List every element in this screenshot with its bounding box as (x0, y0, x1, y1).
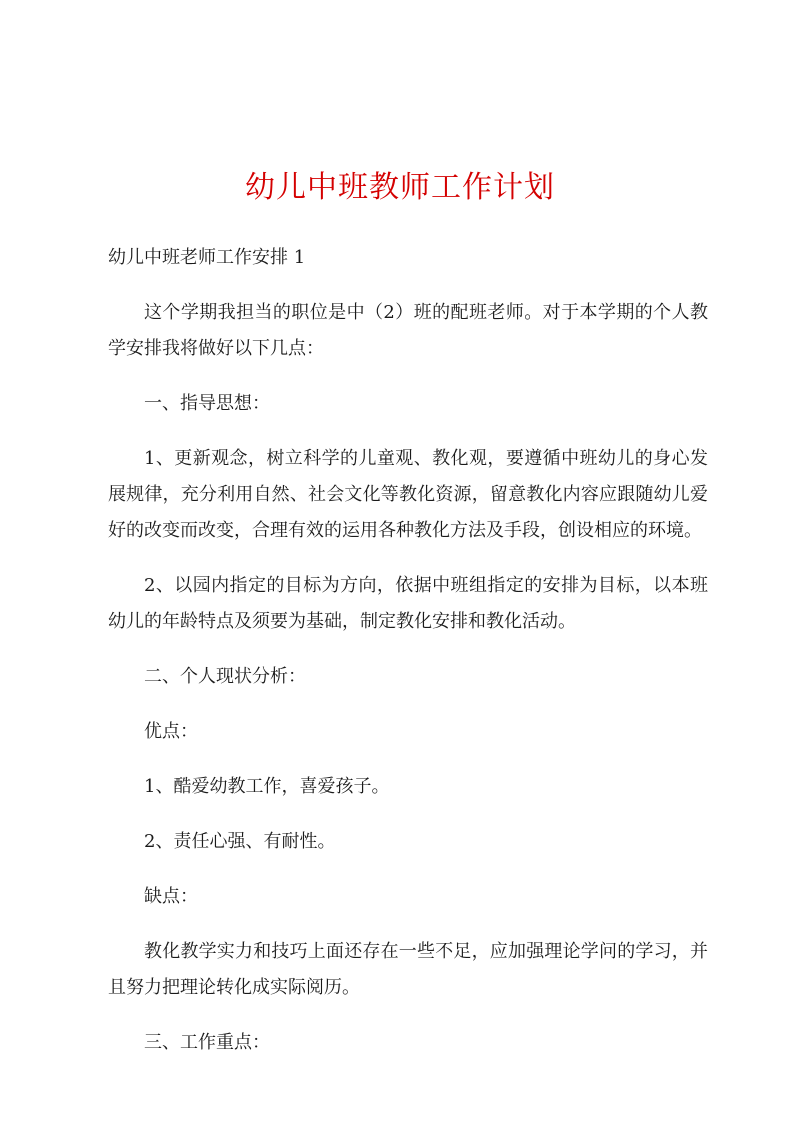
document-title: 幼儿中班教师工作计划 (245, 170, 555, 205)
paragraph: 这个学期我担当的职位是中（2）班的配班老师。对于本学期的个人教学安排我将做好以下几点： (108, 302, 708, 359)
paragraph: 教化教学实力和技巧上面还存在一些不足，应加强理论学问的学习，并且努力把理论转化成实际阅历。 (108, 941, 708, 998)
list-item: 1、酷爱幼教工作，喜爱孩子。 (144, 776, 390, 797)
section-heading: 幼儿中班老师工作安排 1 (108, 247, 306, 268)
subheading: 一、指导思想： (144, 393, 270, 414)
label: 缺点： (144, 886, 198, 907)
subheading: 二、个人现状分析： (144, 666, 306, 687)
paragraph: 1、更新观念，树立科学的儿童观、教化观，要遵循中班幼儿的身心发展规律，充分利用自然、社会文化等教化资源，留意教化内容应跟随幼儿爱好的改变而改变，合理有效的运用各种教化方法及手段，创设相应的环境。 (108, 448, 708, 541)
subheading: 三、工作重点： (144, 1032, 270, 1053)
label: 优点： (144, 721, 198, 742)
list-item: 2、责任心强、有耐性。 (144, 831, 336, 852)
paragraph: 2、以园内指定的目标为方向，依据中班组指定的安排为目标，以本班幼儿的年龄特点及须要为基础，制定教化安排和教化活动。 (108, 575, 708, 632)
document-body (108, 240, 708, 1080)
